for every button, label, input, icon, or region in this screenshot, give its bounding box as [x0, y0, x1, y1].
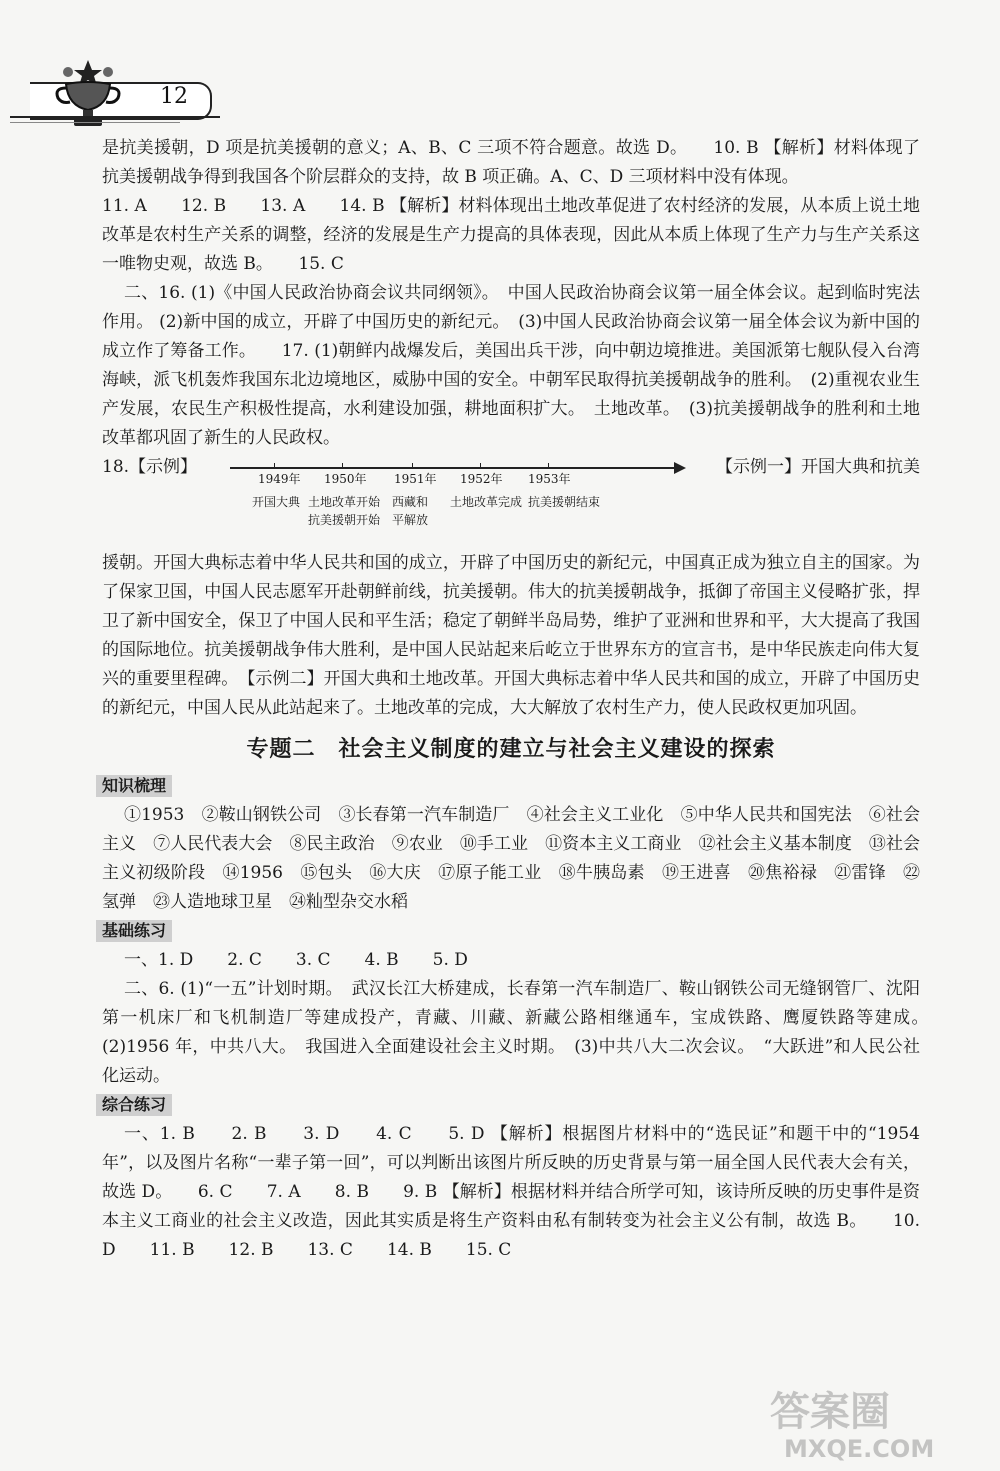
section-tag: 综合练习 — [96, 1094, 172, 1116]
header-rule — [10, 116, 220, 118]
section-title: 专题二 社会主义制度的建立与社会主义建设的探索 — [246, 737, 776, 762]
page-header — [0, 0, 1000, 130]
timeline-arrow-icon — [674, 462, 686, 474]
timeline-tick — [412, 463, 413, 469]
section-tag: 基础练习 — [96, 920, 172, 942]
timeline-tick — [548, 463, 549, 469]
paragraph: 一、1. B 2. B 3. D 4. C 5. D 【解析】根据图片材料中的“选民证”和题干中的“1954 年”，以及图片名称“一辈子第一回”，可以判断出该图片所反映的历史背景与第一届全国人民代表大会有关，故选 D。 6. C 7. A 8. B 9. B 【解析】根据材料并结合所学可知，该诗所反映的历史事件是资本主义工商业的社会主义改造，因此其实质是将生产资料由私有制转变为社会主义公有制，故选 B。 10. D 11. B 12. B 13. C 14. B 15. C — [102, 1124, 920, 1260]
paragraph: 11. A 12. B 13. A 14. B 【解析】材料体现出土地改革促进了农村经济的发展，从本质上说土地改革是农村生产关系的调整，经济的发展是生产力提高的具体表现，因此从本质上体现了生产力与生产关系这一唯物史观，故选 B。 15. C — [102, 196, 920, 274]
answer-content — [102, 134, 937, 1265]
timeline — [102, 453, 920, 549]
timeline-right-text: 【示例一】开国大典和抗美 — [716, 457, 920, 477]
section-tag: 知识梳理 — [96, 775, 172, 797]
timeline-tick — [480, 463, 481, 469]
trophy-icon — [48, 56, 128, 130]
timeline-year: 1952年 — [460, 472, 503, 486]
paragraph-text: 是抗美援朝，D 项是抗美援朝的意义；A、B、C 三项不符合题意。故选 D。 — [102, 138, 688, 158]
paragraph: 二、6. (1)“一五”计划时期。 武汉长江大桥建成，长春第一汽车制造厂、鞍山钢铁公司无缝钢管厂、沈阳第一机床厂和飞机制造厂等建成投产，青藏、川藏、新藏公路相继通车，宝成铁路、鹰厦铁路等建成。 (2)1956 年，中共八大。 我国进入全面建设社会主义时期。 (3)中共八大二次会议。 “大跃进”和人民公社化运动。 — [102, 979, 937, 1086]
timeline-label: 18.【示例】 — [102, 457, 198, 477]
timeline-year: 1950年 — [324, 472, 367, 486]
timeline-event: 西藏和 — [392, 495, 429, 509]
paragraph — [102, 134, 920, 192]
timeline-event: 抗美援朝开始 — [308, 513, 381, 527]
timeline-tick — [274, 463, 275, 469]
timeline-year: 1949年 — [258, 472, 301, 486]
paragraph: 一、1. D 2. C 3. C 4. B 5. D — [124, 950, 468, 970]
watermark-text: 答案圈 — [770, 1389, 890, 1435]
watermark-url: MXQE.COM — [784, 1435, 935, 1463]
timeline-year: 1953年 — [528, 472, 571, 486]
page-number: 12 — [160, 84, 188, 109]
timeline-event: 抗美援朝结束 — [528, 495, 601, 509]
paragraph-text: 10. B 【解析】材料体现了抗美援朝战争得到我国各个阶层群众的支持，故 B 项正确。A、C、D 三项材料中没有体现。 — [102, 138, 921, 187]
paragraph: 援朝。开国大典标志着中华人民共和国的成立，开辟了中国历史的新纪元，中国真正成为独立自主的国家。为了保家卫国，中国人民志愿军开赴朝鲜前线，抗美援朝。伟大的抗美援朝战争，抵御了帝国主义侵略扩张，捍卫了新中国安全，保卫了中国人民和平生活；稳定了朝鲜半岛局势，维护了亚洲和世界和平，大大提高了我国的国际地位。抗美援朝战争伟大胜利，是中国人民站起来后屹立于世界东方的宣言书，是中华民族走向伟大复兴的重要里程碑。 【示例二】开国大典和土地改革。开国大典标志着中华人民共和国的成立，开辟了中国历史的新纪元，中国人民从此站起来了。土地改革的完成，大大解放了农村生产力，使人民政权更加巩固。 — [102, 553, 920, 718]
timeline-year: 1951年 — [394, 472, 437, 486]
timeline-event: 土地改革开始 — [308, 495, 381, 509]
timeline-event: 土地改革完成 — [450, 495, 523, 509]
watermark-logo — [760, 1377, 990, 1463]
timeline-tick — [342, 463, 343, 469]
timeline-axis — [230, 467, 678, 469]
paragraph: ①1953 ②鞍山钢铁公司 ③长春第一汽车制造厂 ④社会主义工业化 ⑤中华人民共和国宪法 ⑥社会主义 ⑦人民代表大会 ⑧民主政治 ⑨农业 ⑩手工业 ⑪资本主义工商业 ⑫社会主义基本制度 ⑬社会主义初级阶段 ⑭1956 ⑮包头 ⑯大庆 ⑰原子能工业 ⑱牛胰岛素 ⑲王进喜 ⑳焦裕禄 ㉑雷锋 ㉒氢弹 ㉓人造地球卫星 ㉔籼型杂交水稻 — [102, 805, 920, 912]
timeline-event: 平解放 — [392, 513, 429, 527]
paragraph: 二、16. (1)《中国人民政治协商会议共同纲领》。 中国人民政治协商会议第一届全体会议。起到临时宪法作用。 (2)新中国的成立，开辟了中国历史的新纪元。 (3)中国人民政治协商会议第一届全体会议为新中国的成立作了筹备工作。 17. (1)朝鲜内战爆发后，美国出兵干涉，向中朝边境推进。美国派第七舰队侵入台湾海峡，派飞机轰炸我国东北边境地区，威胁中国的安全。中朝军民取得抗美援朝战争的胜利。 (2)重视农业生产发展，农民生产积极性提高，水利建设加强，耕地面积扩大。 土地改革。 (3)抗美援朝战争的胜利和土地改革都巩固了新生的人民政权。 — [102, 283, 920, 448]
header-rule-thin — [10, 122, 180, 123]
timeline-event: 开国大典 — [252, 495, 301, 509]
